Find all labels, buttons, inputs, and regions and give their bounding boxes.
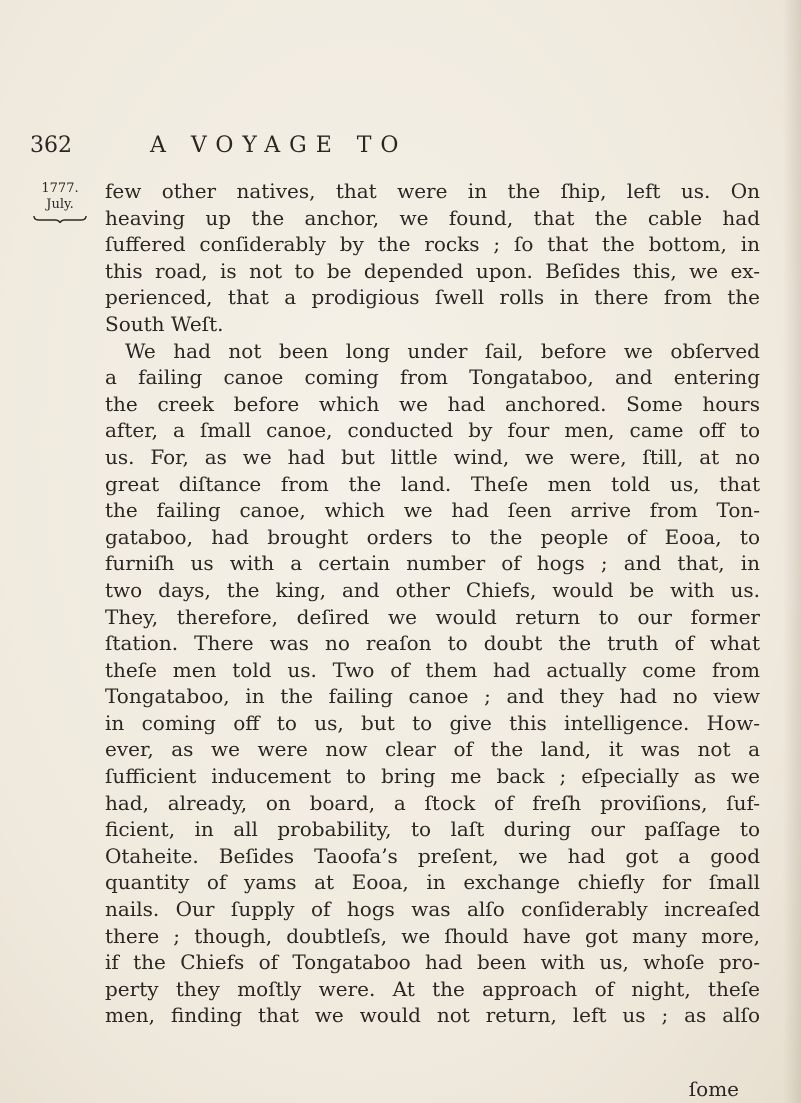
text-line: the creek before which we had anchored. Some hours [105, 391, 760, 416]
text-line: gataboo, had brought orders to the people of Eooa, to [105, 524, 760, 549]
margin-year: 1777. [41, 181, 79, 196]
text-line: great diſtance from the land. Theſe men told us, that [105, 471, 760, 496]
text-line: a failing canoe coming from Tongataboo, and entering [105, 365, 760, 390]
text-line: nails. Our ſupply of hogs was alſo conſiderably increaſed [105, 897, 760, 922]
text-line: had, already, on board, a ſtock of freſh proviſions, ſuf- [105, 790, 760, 815]
text-line: perty they moſtly were. At the approach of night, theſe [105, 976, 760, 1001]
page-number: 362 [30, 133, 72, 158]
text-line: ſtation. There was no reaſon to doubt the truth of what [105, 631, 760, 656]
text-line: two days, the king, and other Chiefs, would be with us. [105, 577, 760, 602]
text-line: heaving up the anchor, we found, that the cable had [105, 205, 760, 230]
text-line: South Weſt. [105, 311, 224, 336]
text-line: We had not been long under ſail, before we obſerved [125, 338, 760, 363]
text-line: few other natives, that were in the ſhip, left us. On [105, 179, 760, 203]
text-line: the failing canoe, which we had ſeen arrive from Ton- [105, 498, 760, 523]
margin-date-note [28, 181, 92, 223]
text-line: us. For, as we had but little wind, we were, ſtill, at no [105, 444, 760, 469]
margin-month: July. [46, 197, 74, 212]
text-line: perienced, that a prodigious ſwell rolls in there from the [105, 285, 760, 310]
text-line: after, a ſmall canoe, conducted by four men, came off to [105, 418, 760, 443]
text-line: Otaheite. Beſides Taoofa’s preſent, we had got a good [105, 843, 760, 868]
text-line: Tongataboo, in the failing canoe ; and they had no view [105, 684, 760, 709]
text-line: ficient, in all probability, to laſt during our paſſage to [105, 817, 760, 842]
text-line: ſuffered conſiderably by the rocks ; ſo that the bottom, in [105, 232, 760, 257]
body-text [105, 178, 760, 1029]
text-line: ſufficient inducement to bring me back ; eſpecially as we [105, 764, 760, 789]
running-title: A VOYAGE TO [150, 133, 408, 158]
text-line: quantity of yams at Eooa, in exchange chiefly for ſmall [105, 870, 760, 895]
text-line: if the Chiefs of Tongataboo had been with us, whoſe pro- [105, 950, 760, 975]
text-line: men, finding that we would not return, left us ; as alſo [105, 1003, 760, 1028]
page-edge-shadow [783, 0, 801, 1103]
text-line: furniſh us with a certain number of hogs ; and that, in [105, 551, 760, 576]
text-line: there ; though, doubtleſs, we ſhould have got many more, [105, 923, 760, 948]
catchword: ſome [688, 1077, 739, 1101]
text-line: in coming off to us, but to give this intelligence. How- [105, 710, 760, 735]
text-line: ever, as we were now clear of the land, it was not a [105, 737, 760, 762]
text-line: this road, is not to be depended upon. Beſides this, we ex- [105, 258, 760, 283]
text-line: theſe men told us. Two of them had actually come from [105, 657, 760, 682]
curly-brace-icon [33, 215, 87, 223]
text-line: They, therefore, deſired we would return to our former [105, 604, 760, 629]
